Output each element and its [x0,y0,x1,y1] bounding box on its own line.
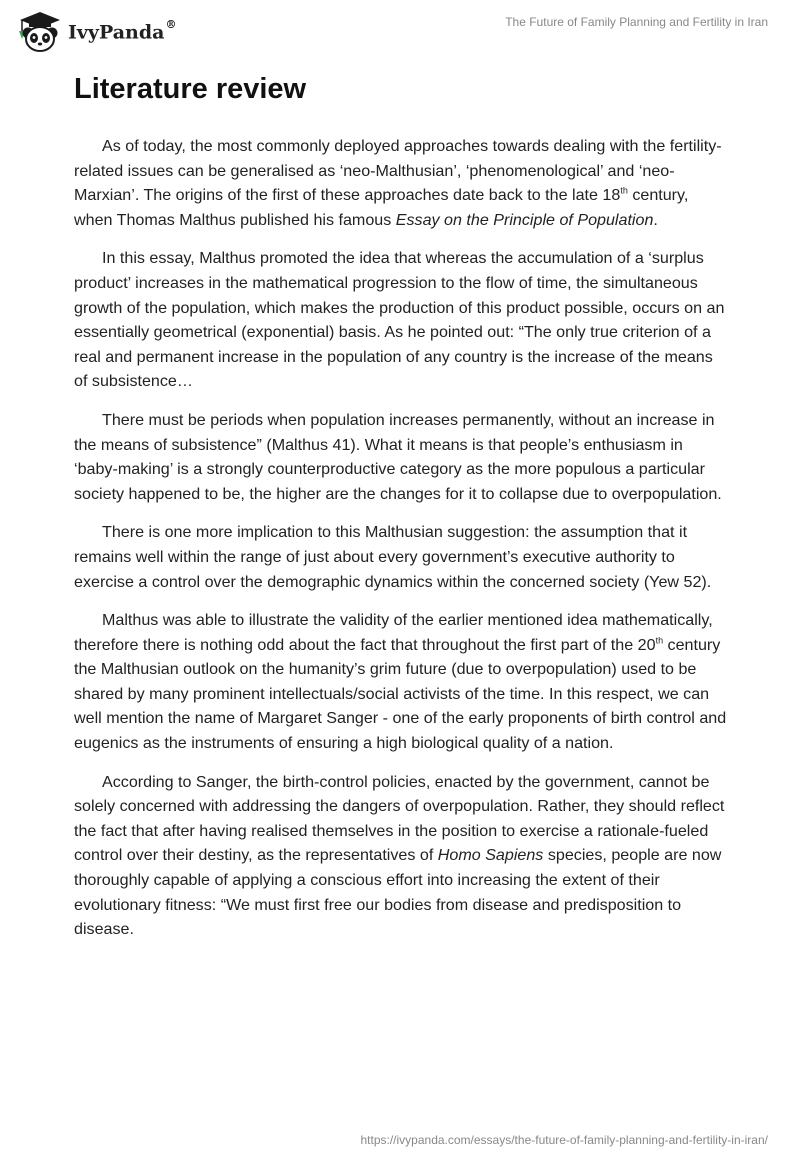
article-body [74,134,729,956]
paragraph: In this essay, Malthus promoted the idea that whereas the accumulation of a ‘surplus product’ increases in the mathematical progression to the flow of time, the simultaneous growth of the population, which makes the production of this product possible, occurs on an essentially geometrical (exponential) basis. As he pointed out: “The only true criterion of a real and permanent increase in the population of any country is the increase of the means of subsistence… [74,249,725,391]
source-url[interactable]: https://ivypanda.com/essays/the-future-of-family-planning-and-fertility-in-iran/ [360,1133,768,1147]
panda-graduate-icon [14,9,66,53]
brand-name: IvyPanda® [68,17,177,44]
document-title: The Future of Family Planning and Fertility in Iran [505,15,768,29]
paragraph: As of today, the most commonly deployed approaches towards dealing with the fertility-related issues can be generalised as ‘neo-Malthusian’, ‘phenomenological’ and ‘neo-Marxian’. The origins of the first of these approaches date back to the late 18th century, when Thomas Malthus published his famous Essay on the Principle of Population. [74,137,722,229]
page-header [0,0,800,64]
paragraph: Malthus was able to illustrate the validity of the earlier mentioned idea mathematically, therefore there is nothing odd about the fact that throughout the first part of the 20th century the Malthusian outlook on the humanity’s grim future (due to overpopulation) used to be shared by many prominent intellectuals/social activists of the time. In this respect, we can well mention the name of Margaret Sanger - one of the early proponents of birth control and eugenics as the instruments of ensuring a high biological quality of a nation. [74,611,727,753]
paragraph: There must be periods when population increases permanently, without an increase in the means of subsistence” (Malthus 41). What it means is that people’s enthusiasm in ‘baby-making’ is a strongly counterproductive category as the more populous a particular society happened to be, the higher are the changes for it to collapse due to overpopulation. [74,410,722,503]
brand-logo[interactable] [14,8,176,54]
paragraph: According to Sanger, the birth-control policies, enacted by the government, cannot be solely concerned with addressing the dangers of overpopulation. Rather, they should reflect the fact that after having realised themselves in the position to exercise a rationale-fueled control over their destiny, as the representatives of Homo Sapiens species, people are now thoroughly capable of applying a conscious effort into increasing the extent of their evolutionary fitness: “We must first free our bodies from disease and predisposition to disease. [74,772,725,939]
section-heading: Literature review [74,73,307,105]
paragraph: There is one more implication to this Malthusian suggestion: the assumption that it remains well within the range of just about every government’s executive authority to exercise a control over the demographic dynamics within the concerned society (Yew 52). [74,523,712,591]
